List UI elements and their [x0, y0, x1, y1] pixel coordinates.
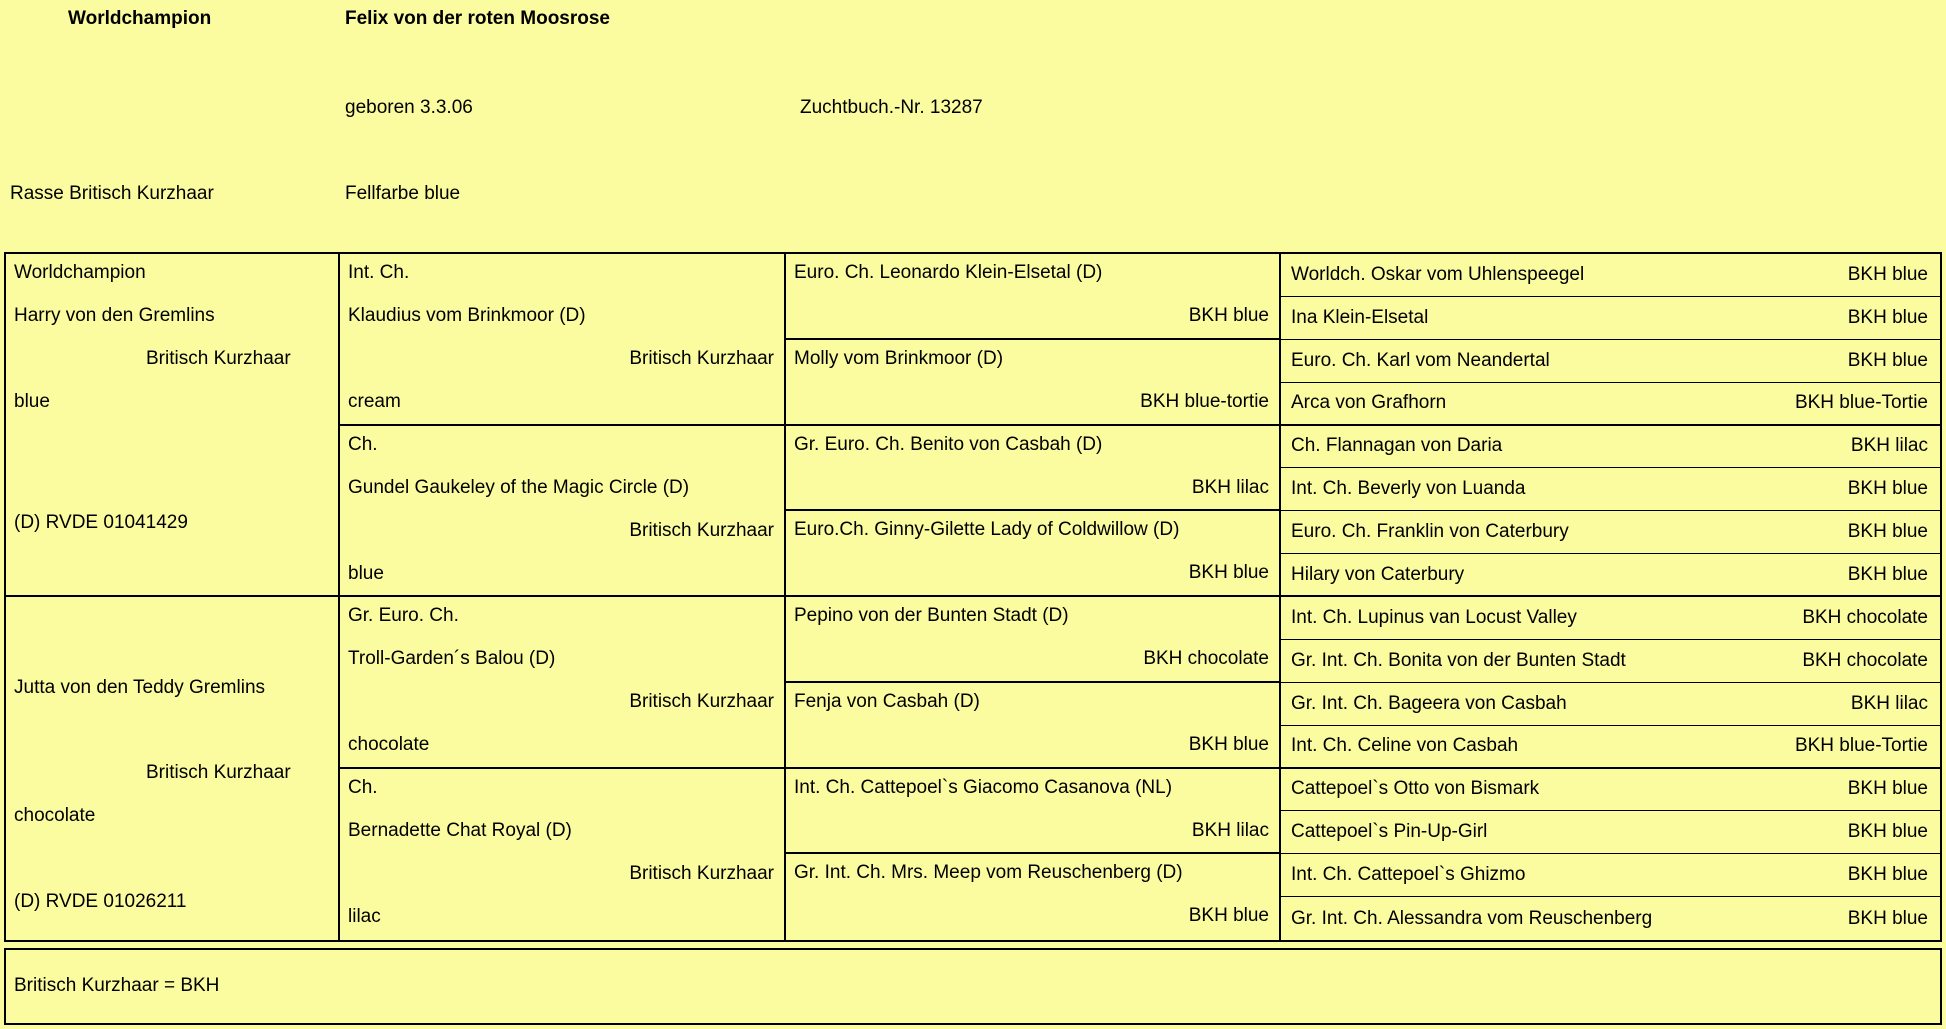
grandparent-cell: [340, 426, 784, 598]
legend-text: Britisch Kurzhaar = BKH: [14, 975, 220, 996]
ancestor-detail: BKH blue: [1847, 478, 1928, 500]
page-title-label: Worldchampion: [68, 8, 212, 29]
ancestor-row: [1281, 426, 1940, 469]
ancestor-row: [1281, 340, 1940, 383]
sire-name: Harry von den Gremlins: [14, 305, 215, 326]
great-grandparent-cell: [786, 340, 1279, 426]
ancestor-name: Worldch. Oskar vom Uhlenspeegel: [1291, 263, 1585, 285]
ancestor-detail: BKH chocolate: [1802, 649, 1928, 671]
ancestor-detail: BKH chocolate: [1143, 648, 1269, 669]
ancestor-detail: BKH blue-Tortie: [1794, 392, 1928, 414]
ancestor-name: Fenja von Casbah (D): [794, 690, 980, 712]
ancestor-row: [1281, 511, 1940, 554]
ancestor-row: [1281, 811, 1940, 854]
ancestor-name: Euro. Ch. Franklin von Caterbury: [1291, 521, 1569, 543]
document-header: [0, 0, 1946, 248]
document-footer: [4, 948, 1942, 1025]
grandparent-cell: [340, 254, 784, 426]
dam-name: Jutta von den Teddy Gremlins: [14, 677, 266, 698]
grandparent-title: Gr. Euro. Ch.: [348, 605, 459, 626]
ancestor-row: [1281, 383, 1940, 426]
ancestor-detail: BKH blue: [1847, 349, 1928, 371]
ancestor-name: Cattepoel`s Otto von Bismark: [1291, 778, 1540, 800]
ancestor-detail: BKH blue-Tortie: [1794, 735, 1928, 757]
ancestor-row: [1281, 683, 1940, 726]
great-grandparent-cell: [786, 254, 1279, 340]
ancestor-detail: BKH blue: [1847, 306, 1928, 328]
ancestor-detail: BKH blue: [1847, 563, 1928, 585]
grandparent-breed: Britisch Kurzhaar: [629, 691, 774, 712]
ancestor-name: Hilary von Caterbury: [1291, 563, 1465, 585]
ancestor-name: Pepino von der Bunten Stadt (D): [794, 605, 1069, 626]
grandparent-color: cream: [348, 391, 401, 412]
ancestor-detail: BKH blue: [1847, 778, 1928, 800]
dam-breed: Britisch Kurzhaar: [146, 762, 291, 783]
dam-cell: [6, 597, 338, 940]
sire-cell: [6, 254, 338, 597]
coat-color-field: Fellfarbe blue: [345, 183, 461, 204]
ancestor-name: Euro. Ch. Karl vom Neandertal: [1291, 349, 1550, 371]
breed-field: Rasse Britisch Kurzhaar: [10, 183, 214, 204]
ancestor-detail: BKH blue: [1847, 263, 1928, 285]
pedigree-generation-3: [786, 254, 1281, 940]
ancestor-name: Cattepoel`s Pin-Up-Girl: [1291, 821, 1488, 843]
ancestor-detail: BKH blue: [1188, 562, 1269, 584]
great-grandparent-cell: [786, 597, 1279, 683]
ancestor-name: Gr. Int. Ch. Bonita von der Bunten Stadt: [1291, 649, 1626, 671]
sire-color: blue: [14, 391, 50, 412]
ancestor-row: [1281, 640, 1940, 683]
grandparent-cell: [340, 597, 784, 769]
grandparent-title: Ch.: [348, 433, 378, 455]
grandparent-name: Troll-Garden´s Balou (D): [348, 648, 556, 669]
ancestor-row: [1281, 554, 1940, 597]
ancestor-name: Euro. Ch. Leonardo Klein-Elsetal (D): [794, 262, 1103, 283]
great-grandparent-cell: [786, 854, 1279, 940]
grandparent-breed: Britisch Kurzhaar: [629, 348, 774, 369]
ancestor-row: [1281, 254, 1940, 297]
ancestor-row: [1281, 769, 1940, 812]
grandparent-color: chocolate: [348, 734, 430, 755]
pedigree-generation-4: [1281, 254, 1940, 940]
ancestor-detail: BKH blue: [1847, 907, 1928, 929]
sire-title: Worldchampion: [14, 262, 146, 283]
ancestor-name: Int. Ch. Beverly von Luanda: [1291, 478, 1526, 500]
ancestor-detail: BKH blue: [1847, 821, 1928, 843]
grandparent-title: Ch.: [348, 776, 378, 798]
ancestor-detail: BKH lilac: [1850, 435, 1928, 457]
ancestor-row: [1281, 297, 1940, 340]
cat-name: Felix von der roten Moosrose: [345, 8, 610, 29]
pedigree-generation-1: [6, 254, 340, 940]
ancestor-name: Ina Klein-Elsetal: [1291, 306, 1429, 328]
ancestor-name: Euro.Ch. Ginny-Gilette Lady of Coldwillow (D): [794, 519, 1180, 541]
grandparent-name: Bernadette Chat Royal (D): [348, 819, 572, 841]
dam-color: chocolate: [14, 805, 96, 826]
ancestor-name: Int. Ch. Cattepoel`s Giacomo Casanova (NL): [794, 776, 1173, 798]
ancestor-name: Molly vom Brinkmoor (D): [794, 347, 1004, 369]
ancestor-name: Int. Ch. Lupinus van Locust Valley: [1291, 606, 1577, 628]
ancestor-detail: BKH blue: [1188, 305, 1269, 326]
ancestor-row: [1281, 854, 1940, 897]
grandparent-cell: [340, 769, 784, 941]
ancestor-detail: BKH chocolate: [1802, 606, 1928, 628]
grandparent-color: blue: [348, 562, 384, 584]
ancestor-row: [1281, 597, 1940, 640]
ancestor-row: [1281, 726, 1940, 769]
ancestor-detail: BKH blue: [1847, 864, 1928, 886]
great-grandparent-cell: [786, 426, 1279, 512]
ancestor-detail: BKH lilac: [1191, 819, 1269, 841]
ancestor-name: Gr. Euro. Ch. Benito von Casbah (D): [794, 433, 1103, 455]
dam-registration: (D) RVDE 01026211: [14, 891, 187, 912]
grandparent-breed: Britisch Kurzhaar: [629, 862, 774, 884]
grandparent-title: Int. Ch.: [348, 262, 410, 283]
grandparent-name: Klaudius vom Brinkmoor (D): [348, 305, 586, 326]
ancestor-detail: BKH blue-tortie: [1140, 390, 1269, 412]
ancestor-name: Gr. Int. Ch. Bageera von Casbah: [1291, 692, 1567, 714]
pedigree-generation-2: [340, 254, 786, 940]
sire-breed: Britisch Kurzhaar: [146, 348, 291, 369]
ancestor-detail: BKH blue: [1188, 733, 1269, 755]
ancestor-name: Int. Ch. Celine von Casbah: [1291, 735, 1519, 757]
ancestor-row: [1281, 897, 1940, 940]
great-grandparent-cell: [786, 769, 1279, 855]
ancestor-detail: BKH lilac: [1191, 476, 1269, 498]
birthdate-field: geboren 3.3.06: [345, 97, 473, 118]
ancestor-name: Gr. Int. Ch. Alessandra vom Reuschenberg: [1291, 907, 1653, 929]
ancestor-name: Arca von Grafhorn: [1291, 392, 1447, 414]
ancestor-row: [1281, 468, 1940, 511]
sire-registration: (D) RVDE 01041429: [14, 512, 188, 533]
ancestor-name: Int. Ch. Cattepoel`s Ghizmo: [1291, 864, 1526, 886]
ancestor-name: Gr. Int. Ch. Mrs. Meep vom Reuschenberg (D): [794, 862, 1183, 884]
ancestor-detail: BKH blue: [1188, 905, 1269, 927]
great-grandparent-cell: [786, 511, 1279, 597]
ancestor-detail: BKH blue: [1847, 521, 1928, 543]
studbook-number-field: Zuchtbuch.-Nr. 13287: [800, 97, 983, 118]
ancestor-detail: BKH lilac: [1850, 692, 1928, 714]
ancestor-name: Ch. Flannagan von Daria: [1291, 435, 1503, 457]
great-grandparent-cell: [786, 683, 1279, 769]
grandparent-breed: Britisch Kurzhaar: [629, 519, 774, 541]
grandparent-name: Gundel Gaukeley of the Magic Circle (D): [348, 476, 690, 498]
grandparent-color: lilac: [348, 905, 381, 927]
pedigree-table: [4, 252, 1942, 942]
